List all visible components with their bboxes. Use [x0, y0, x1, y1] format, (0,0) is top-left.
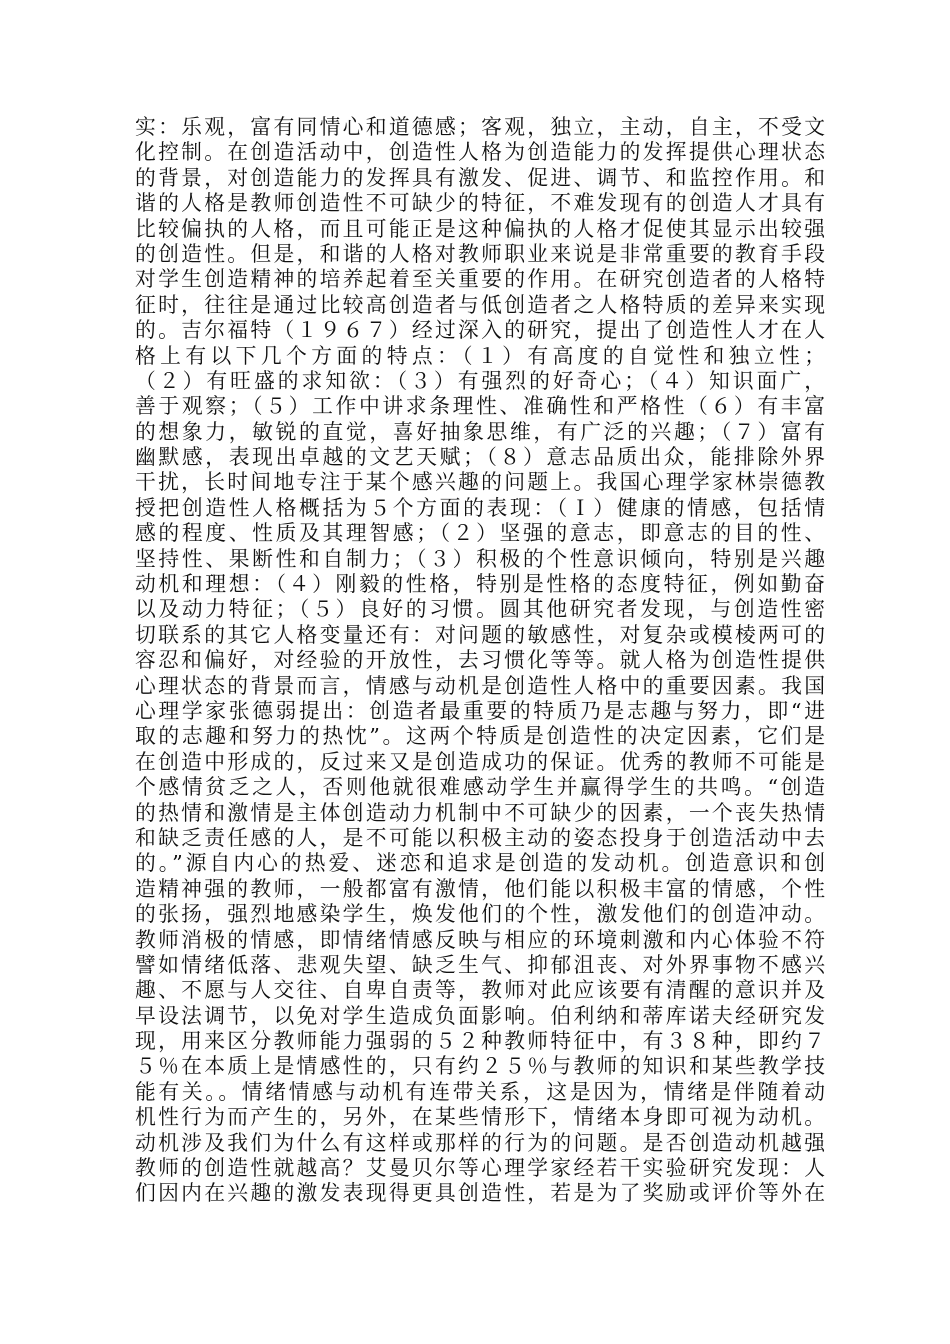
- text-line: 造精神强的教师，一般都富有激情，他们能以积极丰富的情感，个性: [135, 876, 825, 901]
- text-line: 比较偏执的人格，而且可能正是这种偏执的人格才促使其显示出较强: [135, 216, 825, 241]
- text-line: 和缺乏责任感的人，是不可能以积极主动的姿态投身于创造活动中去: [135, 825, 825, 850]
- text-line: 机性行为而产生的，另外，在某些情形下，情绪本身即可视为动机。: [135, 1105, 825, 1130]
- text-line: 的背景，对创造能力的发挥具有激发、促进、调节、和监控作用。和: [135, 165, 825, 190]
- text-line: 趣、不愿与人交往、自卑自责等，教师对此应该要有清醒的意识并及: [135, 978, 825, 1003]
- text-line: 坚持性、果断性和自制力；（３）积极的个性意识倾向，特别是兴趣: [135, 546, 825, 571]
- text-line: 的创造性。但是，和谐的人格对教师职业来说是非常重要的教育手段: [135, 241, 825, 266]
- text-line: 们因内在兴趣的激发表现得更具创造性，若是为了奖励或评价等外在: [135, 1181, 825, 1206]
- text-line: 能有关。。情绪情感与动机有连带关系，这是因为，情绪是伴随着动: [135, 1079, 825, 1104]
- text-line: 化控制。在创造活动中，创造性人格为创造能力的发挥提供心理状态: [135, 140, 825, 165]
- text-line: 的热情和激情是主体创造动力机制中不可缺少的因素，一个丧失热情: [135, 800, 825, 825]
- text-line: 切联系的其它人格变量还有：对问题的敏感性，对复杂或模棱两可的: [135, 622, 825, 647]
- text-line: 教师消极的情感，即情绪情感反映与相应的环境刺激和内心体验不符: [135, 927, 825, 952]
- text-line: 谐的人格是教师创造性不可缺少的特征，不难发现有的创造人才具有: [135, 191, 825, 216]
- text-line: 取的志趣和努力的热忱”。这两个特质是创造性的决定因素，它们是: [135, 724, 825, 749]
- document-page: [135, 115, 825, 1207]
- text-line: 心理状态的背景而言，情感与动机是创造性人格中的重要因素。我国: [135, 673, 825, 698]
- text-line: ５％在本质上是情感性的，只有约２５％与教师的知识和某些教学技: [135, 1054, 825, 1079]
- text-line: 的张扬，强烈地感染学生，焕发他们的个性，激发他们的创造冲动。: [135, 902, 825, 927]
- text-line: 动机和理想：（４）刚毅的性格，特别是性格的态度特征，例如勤奋: [135, 572, 825, 597]
- text-line: 个感情贫乏之人，否则他就很难感动学生并赢得学生的共鸣。“创造: [135, 775, 825, 800]
- text-line: 征时，往往是通过比较高创造者与低创造者之人格特质的差异来实现: [135, 292, 825, 317]
- text-line: 干扰，长时间地专注于某个感兴趣的问题上。我国心理学家林崇德教: [135, 470, 825, 495]
- text-line: 现，用来区分教师能力强弱的５２种教师特征中，有３８种，即约７: [135, 1029, 825, 1054]
- text-line: 善于观察；（５）工作中讲求条理性、准确性和严格性（６）有丰富: [135, 394, 825, 419]
- text-line: 譬如情绪低落、悲观失望、缺乏生气、抑郁沮丧、对外界事物不感兴: [135, 952, 825, 977]
- text-line: 的想象力，敏锐的直觉，喜好抽象思维，有广泛的兴趣；（７）富有: [135, 419, 825, 444]
- text-line: （２）有旺盛的求知欲：（３）有强烈的好奇心；（４）知识面广，: [135, 368, 825, 393]
- text-line: 对学生创造精神的培养起着至关重要的作用。在研究创造者的人格特: [135, 267, 825, 292]
- text-line: 心理学家张德弱提出：创造者最重要的特质乃是志趣与努力，即“进: [135, 698, 825, 723]
- text-line: 的。吉尔福特（１９６７）经过深入的研究，提出了创造性人才在人: [135, 318, 825, 343]
- text-line: 在创造中形成的，反过来又是创造成功的保证。优秀的教师不可能是: [135, 749, 825, 774]
- text-line: 的。”源自内心的热爱、迷恋和追求是创造的发动机。创造意识和创: [135, 851, 825, 876]
- text-line: 幽默感，表现出卓越的文艺天赋；（８）意志品质出众，能排除外界: [135, 445, 825, 470]
- text-line: 早设法调节，以免对学生造成负面影响。伯利纳和蒂库诺夫经研究发: [135, 1003, 825, 1028]
- text-line: 感的程度、性质及其理智感；（２）坚强的意志，即意志的目的性、: [135, 521, 825, 546]
- text-line: 容忍和偏好，对经验的开放性，去习惯化等等。就人格为创造性提供: [135, 648, 825, 673]
- text-line: 授把创造性人格概括为５个方面的表现：（Ｉ）健康的情感，包括情: [135, 495, 825, 520]
- text-line: 实：乐观，富有同情心和道德感；客观，独立，主动，自主，不受文: [135, 115, 825, 139]
- text-line: 动机涉及我们为什么有这样或那样的行为的问题。是否创造动机越强: [135, 1130, 825, 1155]
- text-line: 以及动力特征；（５）良好的习惯。圆其他研究者发现，与创造性密: [135, 597, 825, 622]
- text-line: 教师的创造性就越高？艾曼贝尔等心理学家经若干实验研究发现：人: [135, 1156, 825, 1181]
- text-line: 格上有以下几个方面的特点：（１）有高度的自觉性和独立性；: [135, 343, 825, 368]
